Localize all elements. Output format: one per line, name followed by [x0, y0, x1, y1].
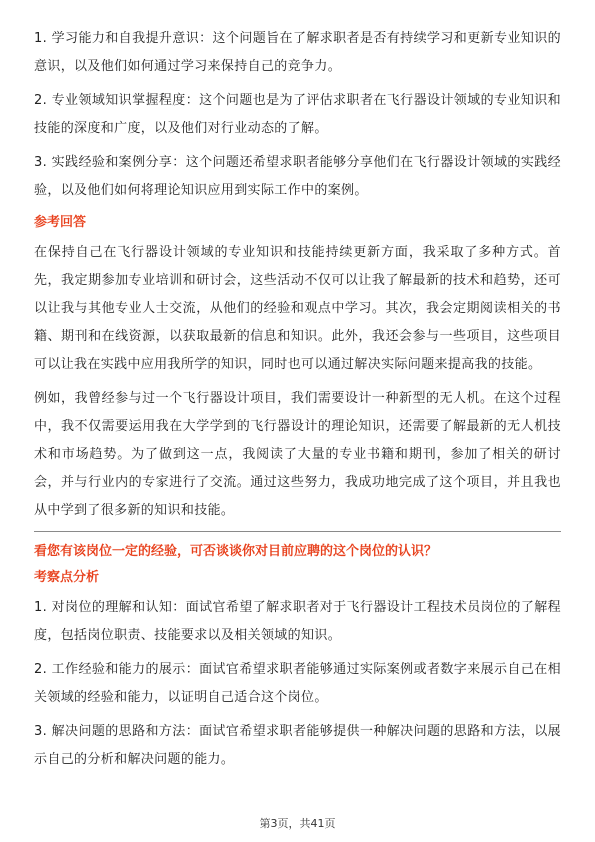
- answer-paragraph-2: 例如，我曾经参与过一个飞行器设计项目，我们需要设计一种新型的无人机。在这个过程中，我不仅需要运用我在大学学到的飞行器设计的理论知识，还需要了解最新的无人机技术和市场趋势。为了做到这一点，我阅读了大量的专业书籍和期刊，参加了相关的研讨会，并与行业内的专家进行了交流。通过这些努力，我成功地完成了这个项目，并且我也从中学到了很多新的知识和技能。: [34, 391, 561, 518]
- page-number: 第3页，共41页: [259, 817, 336, 830]
- section-divider: [34, 531, 561, 532]
- analysis-item-3: 3. 实践经验和案例分享：这个问题还希望求职者能够分享他们在飞行器设计领域的实践经验，以及他们如何将理论知识应用到实际工作中的案例。: [34, 155, 561, 198]
- question-analysis-item-2: 2. 工作经验和能力的展示：面试官希望求职者能够通过实际案例或者数字来展示自己在相关领域的经验和能力，以证明自己适合这个岗位。: [34, 662, 561, 705]
- question-analysis-item-3: 3. 解决问题的思路和方法：面试官希望求职者能够提供一种解决问题的思路和方法，以展示自己的分析和解决问题的能力。: [34, 724, 561, 767]
- question-heading: 看您有该岗位一定的经验，可否谈谈你对目前应聘的这个岗位的认识？: [34, 544, 438, 559]
- analysis-heading: 考察点分析: [34, 570, 100, 585]
- question-analysis-item-1: 1. 对岗位的理解和认知：面试官希望了解求职者对于飞行器设计工程技术员岗位的了解程度，包括岗位职责、技能要求以及相关领域的知识。: [34, 600, 561, 643]
- answer-heading: 参考回答: [34, 215, 87, 230]
- analysis-item-2: 2. 专业领域知识掌握程度：这个问题也是为了评估求职者在飞行器设计领域的专业知识和技能的深度和广度，以及他们对行业动态的了解。: [34, 93, 561, 136]
- answer-paragraph-1: 在保持自己在飞行器设计领域的专业知识和技能持续更新方面，我采取了多种方式。首先，我定期参加专业培训和研讨会，这些活动不仅可以让我了解最新的技术和趋势，还可以让我与其他专业人士交流，从他们的经验和观点中学习。其次，我会定期阅读相关的书籍、期刊和在线资源，以获取最新的信息和知识。此外，我还会参与一些项目，这些项目可以让我在实践中应用我所学的知识，同时也可以通过解决实际问题来提高我的技能。: [34, 245, 561, 372]
- page-content: [34, 25, 561, 780]
- analysis-item-1: 1. 学习能力和自我提升意识：这个问题旨在了解求职者是否有持续学习和更新专业知识的意识，以及他们如何通过学习来保持自己的竞争力。: [34, 31, 561, 74]
